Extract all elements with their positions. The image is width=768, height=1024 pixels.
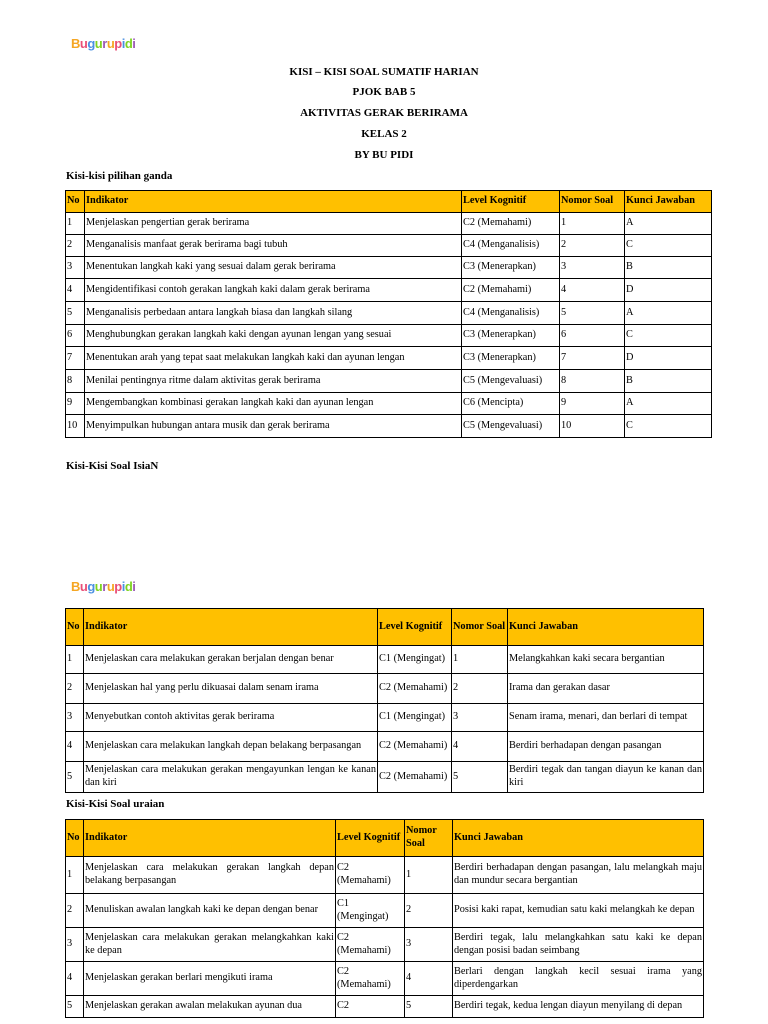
table-cell: Senam irama, menari, dan berlari di tempat xyxy=(508,704,704,732)
table-cell: C4 (Menganalisis) xyxy=(462,235,560,257)
table-cell: 6 xyxy=(66,325,85,347)
table-cell: C2 (Memahami) xyxy=(378,762,452,793)
table-cell: 2 xyxy=(452,674,508,704)
table-cell: 2 xyxy=(560,235,625,257)
table-row xyxy=(66,762,704,793)
table-row xyxy=(66,302,712,325)
table-cell: 10 xyxy=(66,415,85,438)
header-cell: Level Kognitif xyxy=(378,609,452,646)
logo xyxy=(71,33,139,55)
table-cell: 5 xyxy=(66,996,84,1018)
table-cell: B xyxy=(625,257,712,279)
table-cell: 3 xyxy=(405,928,453,962)
header-cell: Indikator xyxy=(85,191,462,213)
header-cell: Level Kognitif xyxy=(462,191,560,213)
table-cell: Menentukan langkah kaki yang sesuai dalam gerak berirama xyxy=(85,257,462,279)
table-cell: 4 xyxy=(66,279,85,302)
header-cell: Kunci Jawaban xyxy=(508,609,704,646)
table-cell: C xyxy=(625,325,712,347)
table-cell: C1 (Mengingat) xyxy=(378,704,452,732)
table-cell: Menjelaskan gerakan awalan melakukan ayunan dua xyxy=(84,996,336,1018)
table-cell: 1 xyxy=(452,646,508,674)
header-cell: Nomor Soal xyxy=(560,191,625,213)
table-cell: 3 xyxy=(66,257,85,279)
table-header-row xyxy=(66,820,704,857)
table-cell: 5 xyxy=(452,762,508,793)
table-cell: C2 (Memahami) xyxy=(336,928,405,962)
table-cell: Melangkahkan kaki secara bergantian xyxy=(508,646,704,674)
table-row xyxy=(66,704,704,732)
header-cell: Indikator xyxy=(84,820,336,857)
table-cell: Menjelaskan cara melakukan gerakan langkah depan belakang berpasangan xyxy=(84,857,336,894)
table-cell: 5 xyxy=(66,762,84,793)
table-cell: C1 (Mengingat) xyxy=(378,646,452,674)
table-cell: Menganalisis perbedaan antara langkah biasa dan langkah silang xyxy=(85,302,462,325)
table-cell: 1 xyxy=(66,646,84,674)
table-cell: C1 (Mengingat) xyxy=(336,894,405,928)
table-cell: A xyxy=(625,213,712,235)
table-cell: 4 xyxy=(560,279,625,302)
table-header-row xyxy=(66,609,704,646)
header-cell: Nomor Soal xyxy=(452,609,508,646)
table-cell: C2 (Memahami) xyxy=(462,213,560,235)
table-cell: C6 (Mencipta) xyxy=(462,393,560,415)
table-cell: Berdiri tegak, lalu melangkahkan satu kaki ke depan dengan posisi badan seimbang xyxy=(453,928,704,962)
table-cell: C2 (Memahami) xyxy=(336,857,405,894)
table-cell: Menyimpulkan hubungan antara musik dan gerak berirama xyxy=(85,415,462,438)
section-label-uraian: Kisi-Kisi Soal uraian xyxy=(66,798,165,810)
table-row xyxy=(66,996,704,1018)
table-cell: C5 (Mengevaluasi) xyxy=(462,415,560,438)
table-row xyxy=(66,325,712,347)
table-cell: Menjelaskan pengertian gerak berirama xyxy=(85,213,462,235)
table-row xyxy=(66,732,704,762)
header-cell: Level Kognitif xyxy=(336,820,405,857)
table-cell: Menentukan arah yang tepat saat melakukan langkah kaki dan ayunan lengan xyxy=(85,347,462,370)
table-cell: 7 xyxy=(66,347,85,370)
table-row xyxy=(66,674,704,704)
table-cell: 2 xyxy=(405,894,453,928)
table-cell: B xyxy=(625,370,712,393)
table-cell: Menyebutkan contoh aktivitas gerak berirama xyxy=(84,704,378,732)
table-cell: Menjelaskan cara melakukan gerakan mengayunkan lengan ke kanan dan kiri xyxy=(84,762,378,793)
title-line-2: PJOK BAB 5 xyxy=(352,86,416,98)
table-row xyxy=(66,857,704,894)
table-cell: 3 xyxy=(560,257,625,279)
table-row xyxy=(66,894,704,928)
table-cell: C xyxy=(625,415,712,438)
table-row xyxy=(66,393,712,415)
table-cell: C2 (Memahami) xyxy=(378,674,452,704)
table-cell: D xyxy=(625,347,712,370)
table-cell: C2 (Memahami) xyxy=(462,279,560,302)
header-cell: No xyxy=(66,191,85,213)
title-line-4: KELAS 2 xyxy=(361,128,407,140)
table-cell: Menilai pentingnya ritme dalam aktivitas gerak berirama xyxy=(85,370,462,393)
table-cell: 4 xyxy=(452,732,508,762)
table-cell: Berdiri berhadapan dengan pasangan xyxy=(508,732,704,762)
table-cell: C3 (Menerapkan) xyxy=(462,257,560,279)
table-row xyxy=(66,646,704,674)
table-cell: 4 xyxy=(66,962,84,996)
table-cell: 2 xyxy=(66,894,84,928)
table-cell: Menjelaskan cara melakukan langkah depan belakang berpasangan xyxy=(84,732,378,762)
table-cell: 8 xyxy=(66,370,85,393)
title-line-5: BY BU PIDI xyxy=(354,149,414,161)
table-cell: D xyxy=(625,279,712,302)
table-cell: 1 xyxy=(405,857,453,894)
table-cell: Menjelaskan cara melakukan gerakan melangkahkan kaki ke depan xyxy=(84,928,336,962)
table-cell: 4 xyxy=(405,962,453,996)
table-uraian xyxy=(65,819,704,1018)
table-row xyxy=(66,213,712,235)
table-cell: A xyxy=(625,302,712,325)
table-cell: 5 xyxy=(66,302,85,325)
table-cell: 2 xyxy=(66,235,85,257)
table-cell: Menjelaskan cara melakukan gerakan berjalan dengan benar xyxy=(84,646,378,674)
table-cell: Menghubungkan gerakan langkah kaki dengan ayunan lengan yang sesuai xyxy=(85,325,462,347)
table-cell: 1 xyxy=(66,857,84,894)
table-cell: C3 (Menerapkan) xyxy=(462,325,560,347)
table-cell: 5 xyxy=(560,302,625,325)
table-cell: Mengidentifikasi contoh gerakan langkah kaki dalam gerak berirama xyxy=(85,279,462,302)
header-cell: Kunci Jawaban xyxy=(625,191,712,213)
table-cell: Berlari dengan langkah kecil sesuai irama yang diperdengarkan xyxy=(453,962,704,996)
table-header-row xyxy=(66,191,712,213)
table-cell: Menjelaskan hal yang perlu dikuasai dalam senam irama xyxy=(84,674,378,704)
table-cell: Irama dan gerakan dasar xyxy=(508,674,704,704)
table-cell: Menganalisis manfaat gerak berirama bagi tubuh xyxy=(85,235,462,257)
table-row xyxy=(66,928,704,962)
table-cell: 7 xyxy=(560,347,625,370)
table-cell: Berdiri berhadapan dengan pasangan, lalu melangkah maju dan mundur secara bergantian xyxy=(453,857,704,894)
table-cell: C4 (Menganalisis) xyxy=(462,302,560,325)
title-line-3: AKTIVITAS GERAK BERIRAMA xyxy=(300,107,468,119)
table-row xyxy=(66,257,712,279)
table-cell: Berdiri tegak, kedua lengan diayun menyilang di depan xyxy=(453,996,704,1018)
table-cell: 10 xyxy=(560,415,625,438)
table-row xyxy=(66,347,712,370)
table-cell: 9 xyxy=(560,393,625,415)
header-cell: Nomor Soal xyxy=(405,820,453,857)
logo-text: Bugurupidi xyxy=(71,579,136,594)
header-cell: No xyxy=(66,609,84,646)
header-cell: No xyxy=(66,820,84,857)
table-cell: 4 xyxy=(66,732,84,762)
header-cell: Indikator xyxy=(84,609,378,646)
table-cell: 6 xyxy=(560,325,625,347)
table-cell: Menjelaskan gerakan berlari mengikuti irama xyxy=(84,962,336,996)
table-cell: Menuliskan awalan langkah kaki ke depan dengan benar xyxy=(84,894,336,928)
table-cell: Berdiri tegak dan tangan diayun ke kanan dan kiri xyxy=(508,762,704,793)
table-cell: 8 xyxy=(560,370,625,393)
table-cell: A xyxy=(625,393,712,415)
table-row xyxy=(66,962,704,996)
header-cell: Kunci Jawaban xyxy=(453,820,704,857)
table-cell: 1 xyxy=(560,213,625,235)
table-cell: 3 xyxy=(452,704,508,732)
table-cell: 5 xyxy=(405,996,453,1018)
table-cell: C2 xyxy=(336,996,405,1018)
logo-text: Bugurupidi xyxy=(71,36,136,51)
table-cell: C3 (Menerapkan) xyxy=(462,347,560,370)
table-cell: 3 xyxy=(66,928,84,962)
table-cell: 3 xyxy=(66,704,84,732)
table-cell: Posisi kaki rapat, kemudian satu kaki melangkah ke depan xyxy=(453,894,704,928)
table-row xyxy=(66,415,712,438)
table-cell: 1 xyxy=(66,213,85,235)
table-cell: C5 (Mengevaluasi) xyxy=(462,370,560,393)
table-isian xyxy=(65,608,704,793)
table-cell: C2 (Memahami) xyxy=(378,732,452,762)
section-label-pilihan-ganda: Kisi-kisi pilihan ganda xyxy=(66,170,173,182)
table-row xyxy=(66,235,712,257)
logo xyxy=(71,576,139,598)
table-pilihan-ganda xyxy=(65,190,712,438)
table-cell: 9 xyxy=(66,393,85,415)
table-row xyxy=(66,279,712,302)
table-cell: C2 (Memahami) xyxy=(336,962,405,996)
table-cell: Mengembangkan kombinasi gerakan langkah kaki dan ayunan lengan xyxy=(85,393,462,415)
section-label-isian: Kisi-Kisi Soal IsiaN xyxy=(66,460,159,472)
table-cell: C xyxy=(625,235,712,257)
table-row xyxy=(66,370,712,393)
table-cell: 2 xyxy=(66,674,84,704)
title-line-1: KISI – KISI SOAL SUMATIF HARIAN xyxy=(289,66,479,78)
